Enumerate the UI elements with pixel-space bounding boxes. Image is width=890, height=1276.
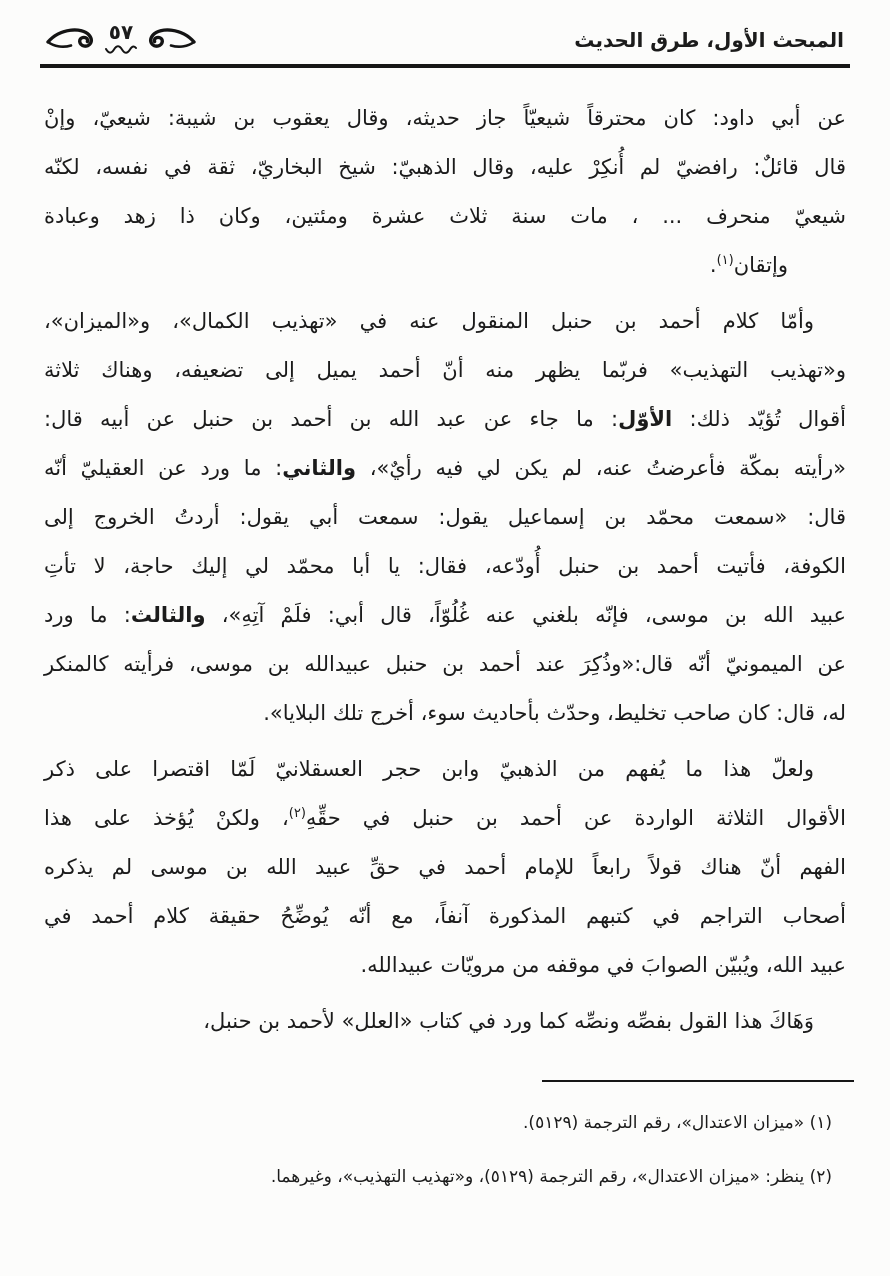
- text-segment: وإتقان: [733, 253, 788, 277]
- text-segment: الأوّل: [618, 407, 673, 431]
- text-line: [44, 192, 846, 241]
- section-title: المبحث الأول، طرق الحديث: [574, 28, 844, 52]
- footnote-line: (٢) ينظر: «ميزان الاعتدال»، رقم الترجمة (٥١٢٩)، و«تهذيب التهذيب»، وغيرهما.: [270, 1167, 832, 1187]
- text-line: [44, 143, 846, 192]
- page-header: [0, 0, 890, 64]
- text-line: [44, 591, 846, 640]
- text-line: [44, 94, 846, 143]
- footnote-separator-rule: [542, 1080, 854, 1082]
- text-line: [44, 997, 846, 1046]
- text-line: [44, 542, 846, 591]
- text-segment: قال قائلٌ: رافضيّ لم أُنكِرْ عليه، وقال الذهبيّ: شيخ البخاريّ، ثقة في نفسه، لكنّه: [44, 155, 846, 179]
- text-segment: قال: «سمعت محمّد بن إسماعيل يقول: سمعت أبي يقول: أردتُ الخروج إلى: [44, 505, 846, 529]
- floral-scroll-icon: [144, 25, 196, 55]
- footnote-marker: (٢): [288, 806, 306, 821]
- text-segment: الكوفة، فأتيت أحمد بن حنبل أُودّعه، فقال: يا أبا محمّد لي إليك حاجة، لا تأتِ: [44, 554, 846, 578]
- text-segment: عن أبي داود: كان محترقاً شيعيّاً جاز حديثه، وقال يعقوب بن شيبة: شيعيّ، وإنْ: [44, 106, 846, 130]
- text-line: [44, 444, 846, 493]
- text-segment: : ما ورد عن العقيليّ أنّه: [44, 456, 283, 480]
- page-number-ornament: [46, 22, 196, 58]
- text-segment: عبيد الله بن موسى، فإنّه بلغني عنه غُلُوّاً، قال أبي: فلَمْ آتِهِ»،: [205, 603, 846, 627]
- text-line: [44, 689, 846, 738]
- text-line: [44, 843, 846, 892]
- footnote-list: [0, 1092, 890, 1204]
- text-line: [44, 745, 846, 794]
- text-segment: : ما جاء عن عبد الله بن أحمد بن حنبل عن أبيه قال:: [44, 407, 619, 431]
- paragraph: [44, 745, 846, 990]
- text-line: [44, 395, 846, 444]
- text-line: [44, 794, 846, 843]
- text-line: [44, 346, 846, 395]
- floral-scroll-icon: [46, 25, 98, 55]
- text-segment: : ما ورد: [44, 603, 131, 627]
- text-segment: و«تهذيب التهذيب» فربّما يظهر منه أنّ أحمد يميل إلى تضعيفه، وهناك ثلاثة: [44, 358, 846, 382]
- text-segment: ولعلّ هذا ما يُفهم من الذهبيّ وابن حجر العسقلانيّ لَمّا اقتصرا على ذكر: [44, 757, 814, 781]
- text-line: [44, 941, 846, 990]
- paragraph: [44, 297, 846, 738]
- text-segment: وَهَاكَ هذا القول بفصِّه ونصِّه كما ورد في كتاب «العلل» لأحمد بن حنبل،: [203, 1009, 814, 1033]
- page-number-block: [104, 22, 138, 58]
- text-segment: ، ولكنْ يُؤخذ على هذا: [44, 806, 289, 830]
- text-segment: عن الميمونيّ أنّه قال:«وذُكِرَ عند أحمد بن حنبل عبيدالله بن موسى، فرأيته كالمنكر: [44, 652, 846, 676]
- text-segment: والثاني: [282, 456, 356, 480]
- text-line: [44, 297, 846, 346]
- text-segment: .: [709, 253, 717, 277]
- paragraph: [44, 997, 846, 1046]
- text-line: [44, 892, 846, 941]
- page-number: ٥٧: [108, 20, 134, 44]
- wave-squiggle-icon: [104, 42, 138, 58]
- text-segment: «رأيته بمكّة فأعرضتُ عنه، لم يكن لي فيه رأيٌ»،: [356, 456, 846, 480]
- text-segment: أصحاب التراجم في كتبهم المذكورة آنفاً، مع أنّه يُوضِّحُ حقيقة كلام أحمد في: [44, 904, 846, 928]
- footnote-line: (١) «ميزان الاعتدال»، رقم الترجمة (٥١٢٩).: [523, 1113, 832, 1133]
- text-segment: شيعيّ منحرف ... ، مات سنة ثلاث عشرة ومئتين، وكان ذا زهد وعبادة: [44, 204, 846, 228]
- text-segment: له، قال: كان صاحب تخليط، وحدّث بأحاديث سوء، أخرج تلك البلايا».: [263, 701, 846, 725]
- text-line: [44, 640, 846, 689]
- footnote-marker: (١): [716, 253, 734, 268]
- text-segment: والثالث: [130, 603, 206, 627]
- text-line: [44, 493, 846, 542]
- paragraph: [44, 94, 846, 290]
- text-segment: عبيد الله، ويُبيّن الصوابَ في موقفه من مرويّات عبيدالله.: [360, 953, 846, 977]
- text-segment: الفهم أنّ هناك قولاً رابعاً للإمام أحمد في حقِّ عبيد الله بن موسى لم يذكره: [44, 855, 846, 879]
- body-text: [0, 68, 890, 1046]
- text-segment: الأقوال الثلاثة الواردة عن أحمد بن حنبل في حقِّهِ: [305, 806, 846, 830]
- text-segment: أقوال تُؤيّد ذلك:: [672, 407, 846, 431]
- text-line: [44, 241, 846, 290]
- text-segment: وأمّا كلام أحمد بن حنبل المنقول عنه في «تهذيب الكمال»، و«الميزان»،: [44, 309, 814, 333]
